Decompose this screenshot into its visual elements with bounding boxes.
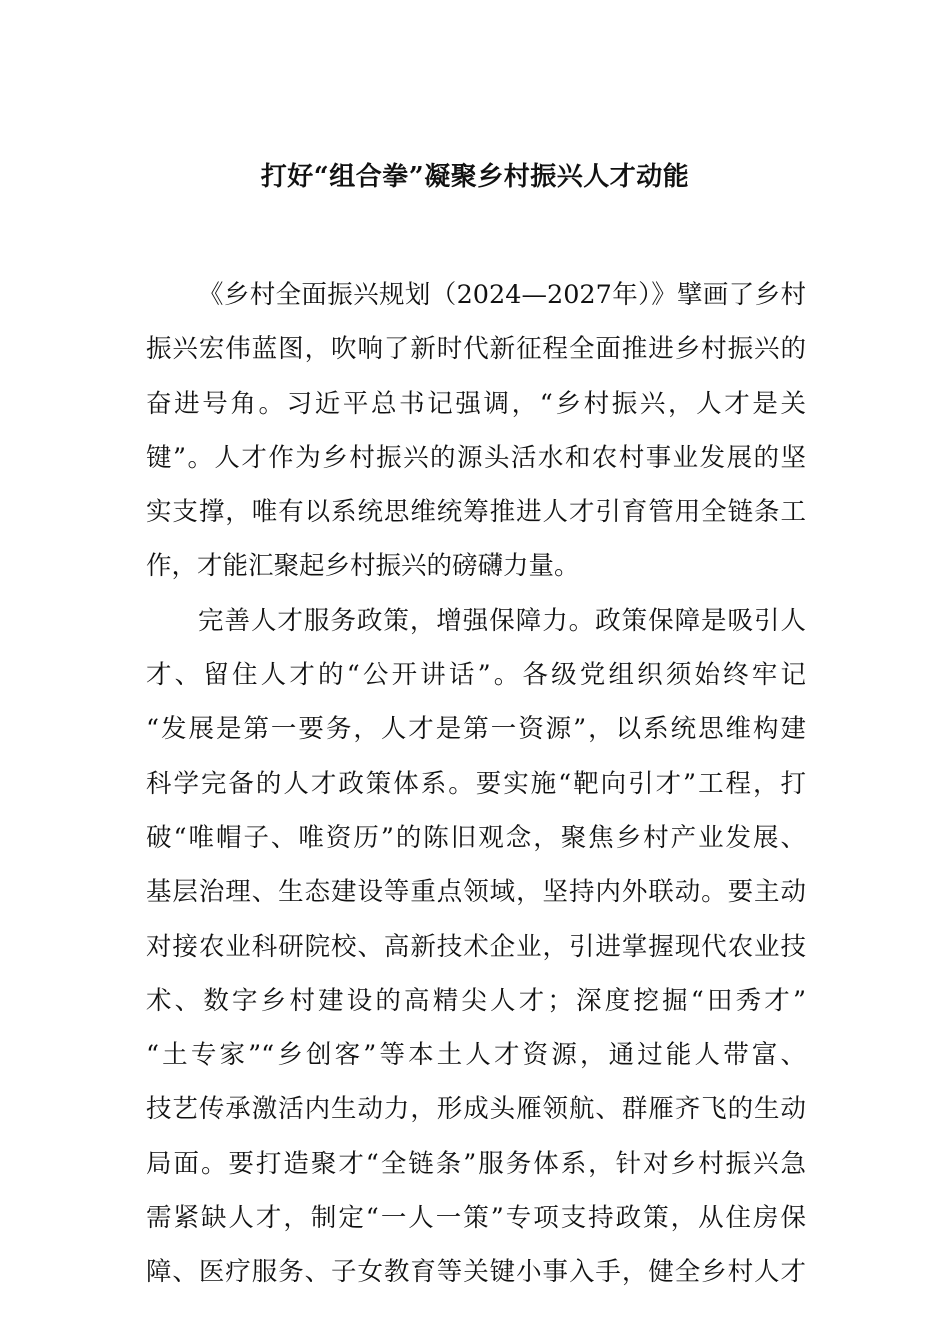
text-line: 障、医疗服务、子女教育等关键小事入手，健全乡村人才 (146, 1257, 806, 1288)
text-line: “发展是第一要务，人才是第一资源”，以系统思维构建 (146, 714, 806, 745)
text-line: 《乡村全面振兴规划（2024—2027年）》擘画了乡村 (198, 280, 806, 310)
text-line: 振兴宏伟蓝图，吹响了新时代新征程全面推进乡村振兴的 (146, 334, 806, 365)
text-line: 需紧缺人才，制定“一人一策”专项支持政策，从住房保 (146, 1203, 806, 1234)
text-line: 基层治理、生态建设等重点领域，坚持内外联动。要主动 (146, 877, 806, 908)
text-line: 术、数字乡村建设的高精尖人才；深度挖掘“田秀才” (146, 985, 806, 1016)
text-line: 对接农业科研院校、高新技术企业，引进掌握现代农业技 (146, 931, 806, 962)
text-line: 局面。要打造聚才“全链条”服务体系，针对乡村振兴急 (146, 1148, 806, 1179)
document-title: 打好“组合拳”凝聚乡村振兴人才动能 (260, 162, 690, 192)
text-line: 完善人才服务政策，增强保障力。政策保障是吸引人 (198, 605, 806, 636)
text-line: 技艺传承激活内生动力，形成头雁领航、群雁齐飞的生动 (146, 1094, 806, 1125)
text-line: 奋进号角。习近平总书记强调，“乡村振兴，人才是关 (146, 388, 806, 419)
text-line: 科学完备的人才政策体系。要实施“靶向引才”工程，打 (146, 768, 806, 799)
text-line: 才、留住人才的“公开讲话”。各级党组织须始终牢记 (146, 660, 806, 691)
text-line: 键”。人才作为乡村振兴的源头活水和农村事业发展的坚 (146, 442, 806, 473)
text-line: “土专家”“乡创客”等本土人才资源，通过能人带富、 (146, 1040, 806, 1071)
text-line: 实支撑，唯有以系统思维统筹推进人才引育管用全链条工 (146, 497, 806, 528)
text-line: 作，才能汇聚起乡村振兴的磅礴力量。 (146, 551, 580, 582)
text-line: 破“唯帽子、唯资历”的陈旧观念，聚焦乡村产业发展、 (146, 822, 806, 853)
document-body (146, 268, 806, 1300)
